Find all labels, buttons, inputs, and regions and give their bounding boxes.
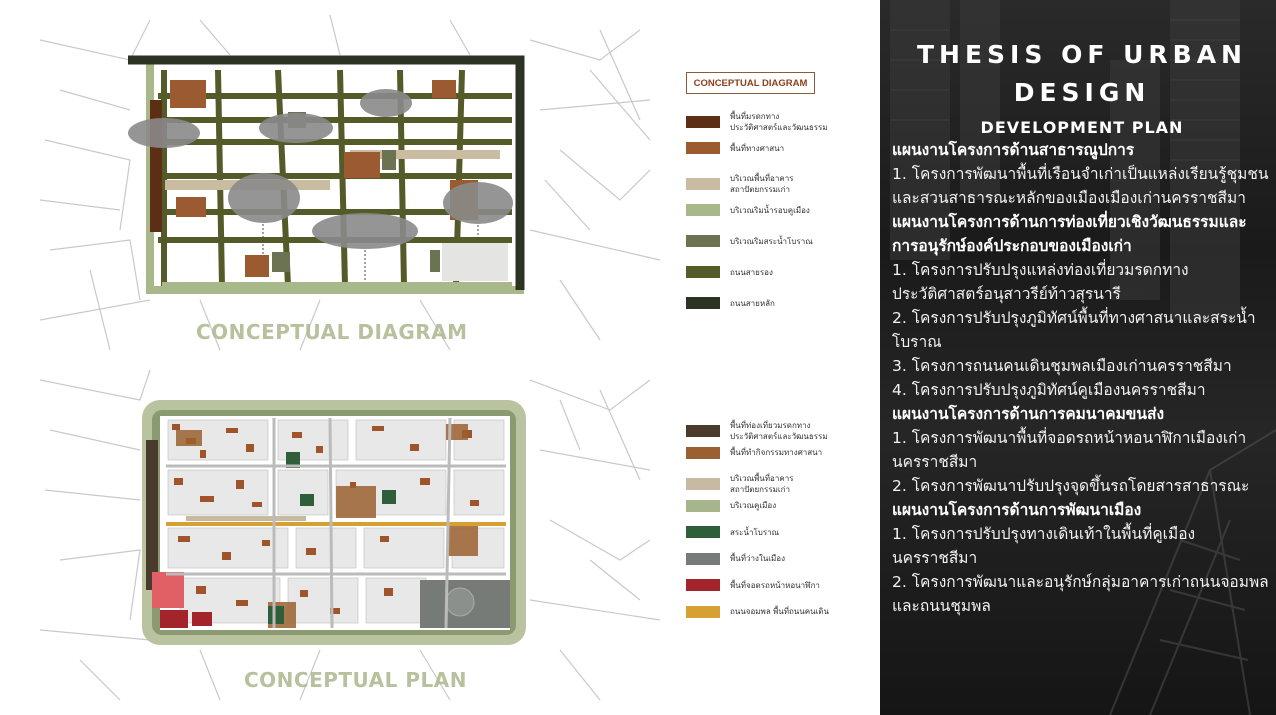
legend-item (686, 266, 850, 278)
legend-swatch (686, 266, 720, 278)
plan-section-heading: แผนงานโครงการด้านการท่องเที่ยวเชิงวัฒนธรรมและการอนุรักษ์องค์ประกอบของเมืองเก่า (892, 213, 1247, 255)
plan-section-heading: แผนงานโครงการด้านการคมนาคมขนส่ง (892, 405, 1165, 423)
legend-label: สระน้ำโบราณ (730, 527, 780, 537)
plan-item: 4. โครงการปรับปรุงภูมิทัศน์คูเมืองนครราชสีมา (892, 381, 1206, 399)
legend-item (686, 606, 850, 618)
legend-label: ถนนสายหลัก (730, 298, 775, 308)
development-plan-panel (880, 0, 1276, 715)
legend-label: พื้นที่มรดกทาง ประวัติศาสตร์และวัฒนธรรม (730, 112, 828, 132)
legend-swatch (686, 235, 720, 247)
legend-label: ถนนจอมพล พื้นที่ถนนคนเดิน (730, 607, 829, 616)
legend-item (686, 473, 850, 495)
plan-item: 1. โครงการปรับปรุงแหล่งท่องเที่ยวมรดกทางประวัติศาสตร์อนุสาวรีย์ท้าวสุรนารี (892, 261, 1189, 303)
legend-swatch (686, 142, 720, 154)
legend-item (686, 447, 850, 459)
legend-swatch (686, 178, 720, 190)
legend-swatch (686, 447, 720, 459)
plan-item: 2. โครงการปรับปรุงภูมิทัศน์พื้นที่ทางศาสนาและสระน้ำโบราณ (892, 309, 1256, 351)
legend-item (686, 553, 850, 565)
legend-swatch (686, 606, 720, 618)
conceptual-plan (142, 400, 526, 645)
legend-item (686, 235, 850, 247)
legend-label: บริเวณริมน้ำรอบคูเมือง (730, 205, 810, 215)
panel-subtitle: DEVELOPMENT PLAN (980, 118, 1184, 137)
legend-swatch (686, 204, 720, 216)
legend-item (686, 204, 850, 216)
legend-item (686, 142, 850, 154)
legend-swatch (686, 500, 720, 512)
plan-item: 1. โครงการพัฒนาพื้นที่จอดรถหน้าหอนาฬิกาเมืองเก่านครราชสีมา (892, 429, 1247, 471)
legend-item (686, 526, 850, 538)
legend-label: พื้นที่ว่างในเมือง (730, 554, 785, 563)
legend-label: พื้นที่ท่องเที่ยวมรดกทาง ประวัติศาสตร์และวัฒนธรรม (730, 421, 828, 441)
legend-item (686, 173, 850, 195)
legend-swatch (686, 425, 720, 437)
legend-item (686, 297, 850, 309)
legend-label: ถนนสายรอง (730, 267, 773, 277)
legend-swatch (686, 553, 720, 565)
plan-item: 1. โครงการพัฒนาพื้นที่เรือนจำเก่าเป็นแหล่งเรียนรู้ชุมชนและสวนสาธารณะหลักของเมืองเมืองเก่านครราชสีมา (892, 165, 1269, 207)
plan-item: 2. โครงการพัฒนาปรับปรุงจุดขึ้นรถโดยสารสาธารณะ (892, 477, 1250, 495)
legend-swatch (686, 579, 720, 591)
plan-item: 1. โครงการปรับปรุงทางเดินเท้าในพื้นที่คูเมืองนครราชสีมา (892, 525, 1196, 567)
legend-swatch (686, 526, 720, 538)
legend-title: CONCEPTUAL DIAGRAM (686, 72, 815, 94)
panel-title: THESIS OF URBAN DESIGN (917, 40, 1247, 107)
legend-swatch (686, 116, 720, 128)
legend-item (686, 420, 850, 442)
legend-label: พื้นที่ทางศาสนา (730, 143, 785, 153)
legend-label: บริเวณพื้นที่อาคาร สถาปัตยกรรมเก่า (730, 474, 794, 494)
plan-item: 3. โครงการถนนคนเดินชุมพลเมืองเก่านครราชสีมา (892, 357, 1232, 375)
conceptual-diagram (128, 60, 520, 290)
diagram-caption: CONCEPTUAL DIAGRAM (196, 320, 468, 344)
plan-item: 2. โครงการพัฒนาและอนุรักษ์กลุ่มอาคารเก่าถนนจอมพลและถนนชุมพล (892, 573, 1269, 615)
legend-label: บริเวณพื้นที่อาคาร สถาปัตยกรรมเก่า (730, 174, 794, 194)
legend-label: บริเวณคูเมือง (730, 501, 777, 510)
plan-sections (892, 138, 1272, 618)
plan-caption: CONCEPTUAL PLAN (244, 668, 467, 692)
legend-swatch (686, 297, 720, 309)
legend-swatch (686, 478, 720, 490)
legend-item (686, 500, 850, 512)
legend-label: บริเวณริมสระน้ำโบราณ (730, 236, 813, 246)
legend-item (686, 111, 850, 133)
panel-content (892, 36, 1272, 618)
plan-section-heading: แผนงานโครงการด้านการพัฒนาเมือง (892, 501, 1142, 519)
legend-item (686, 579, 850, 591)
legend-label: พื้นที่จอดรถหน้าหอนาฬิกา (730, 580, 820, 590)
legend-label: พื้นที่ทำกิจกรรมทางศาสนา (730, 448, 823, 457)
plan-section-heading: แผนงานโครงการด้านสาธารณูปการ (892, 141, 1135, 159)
